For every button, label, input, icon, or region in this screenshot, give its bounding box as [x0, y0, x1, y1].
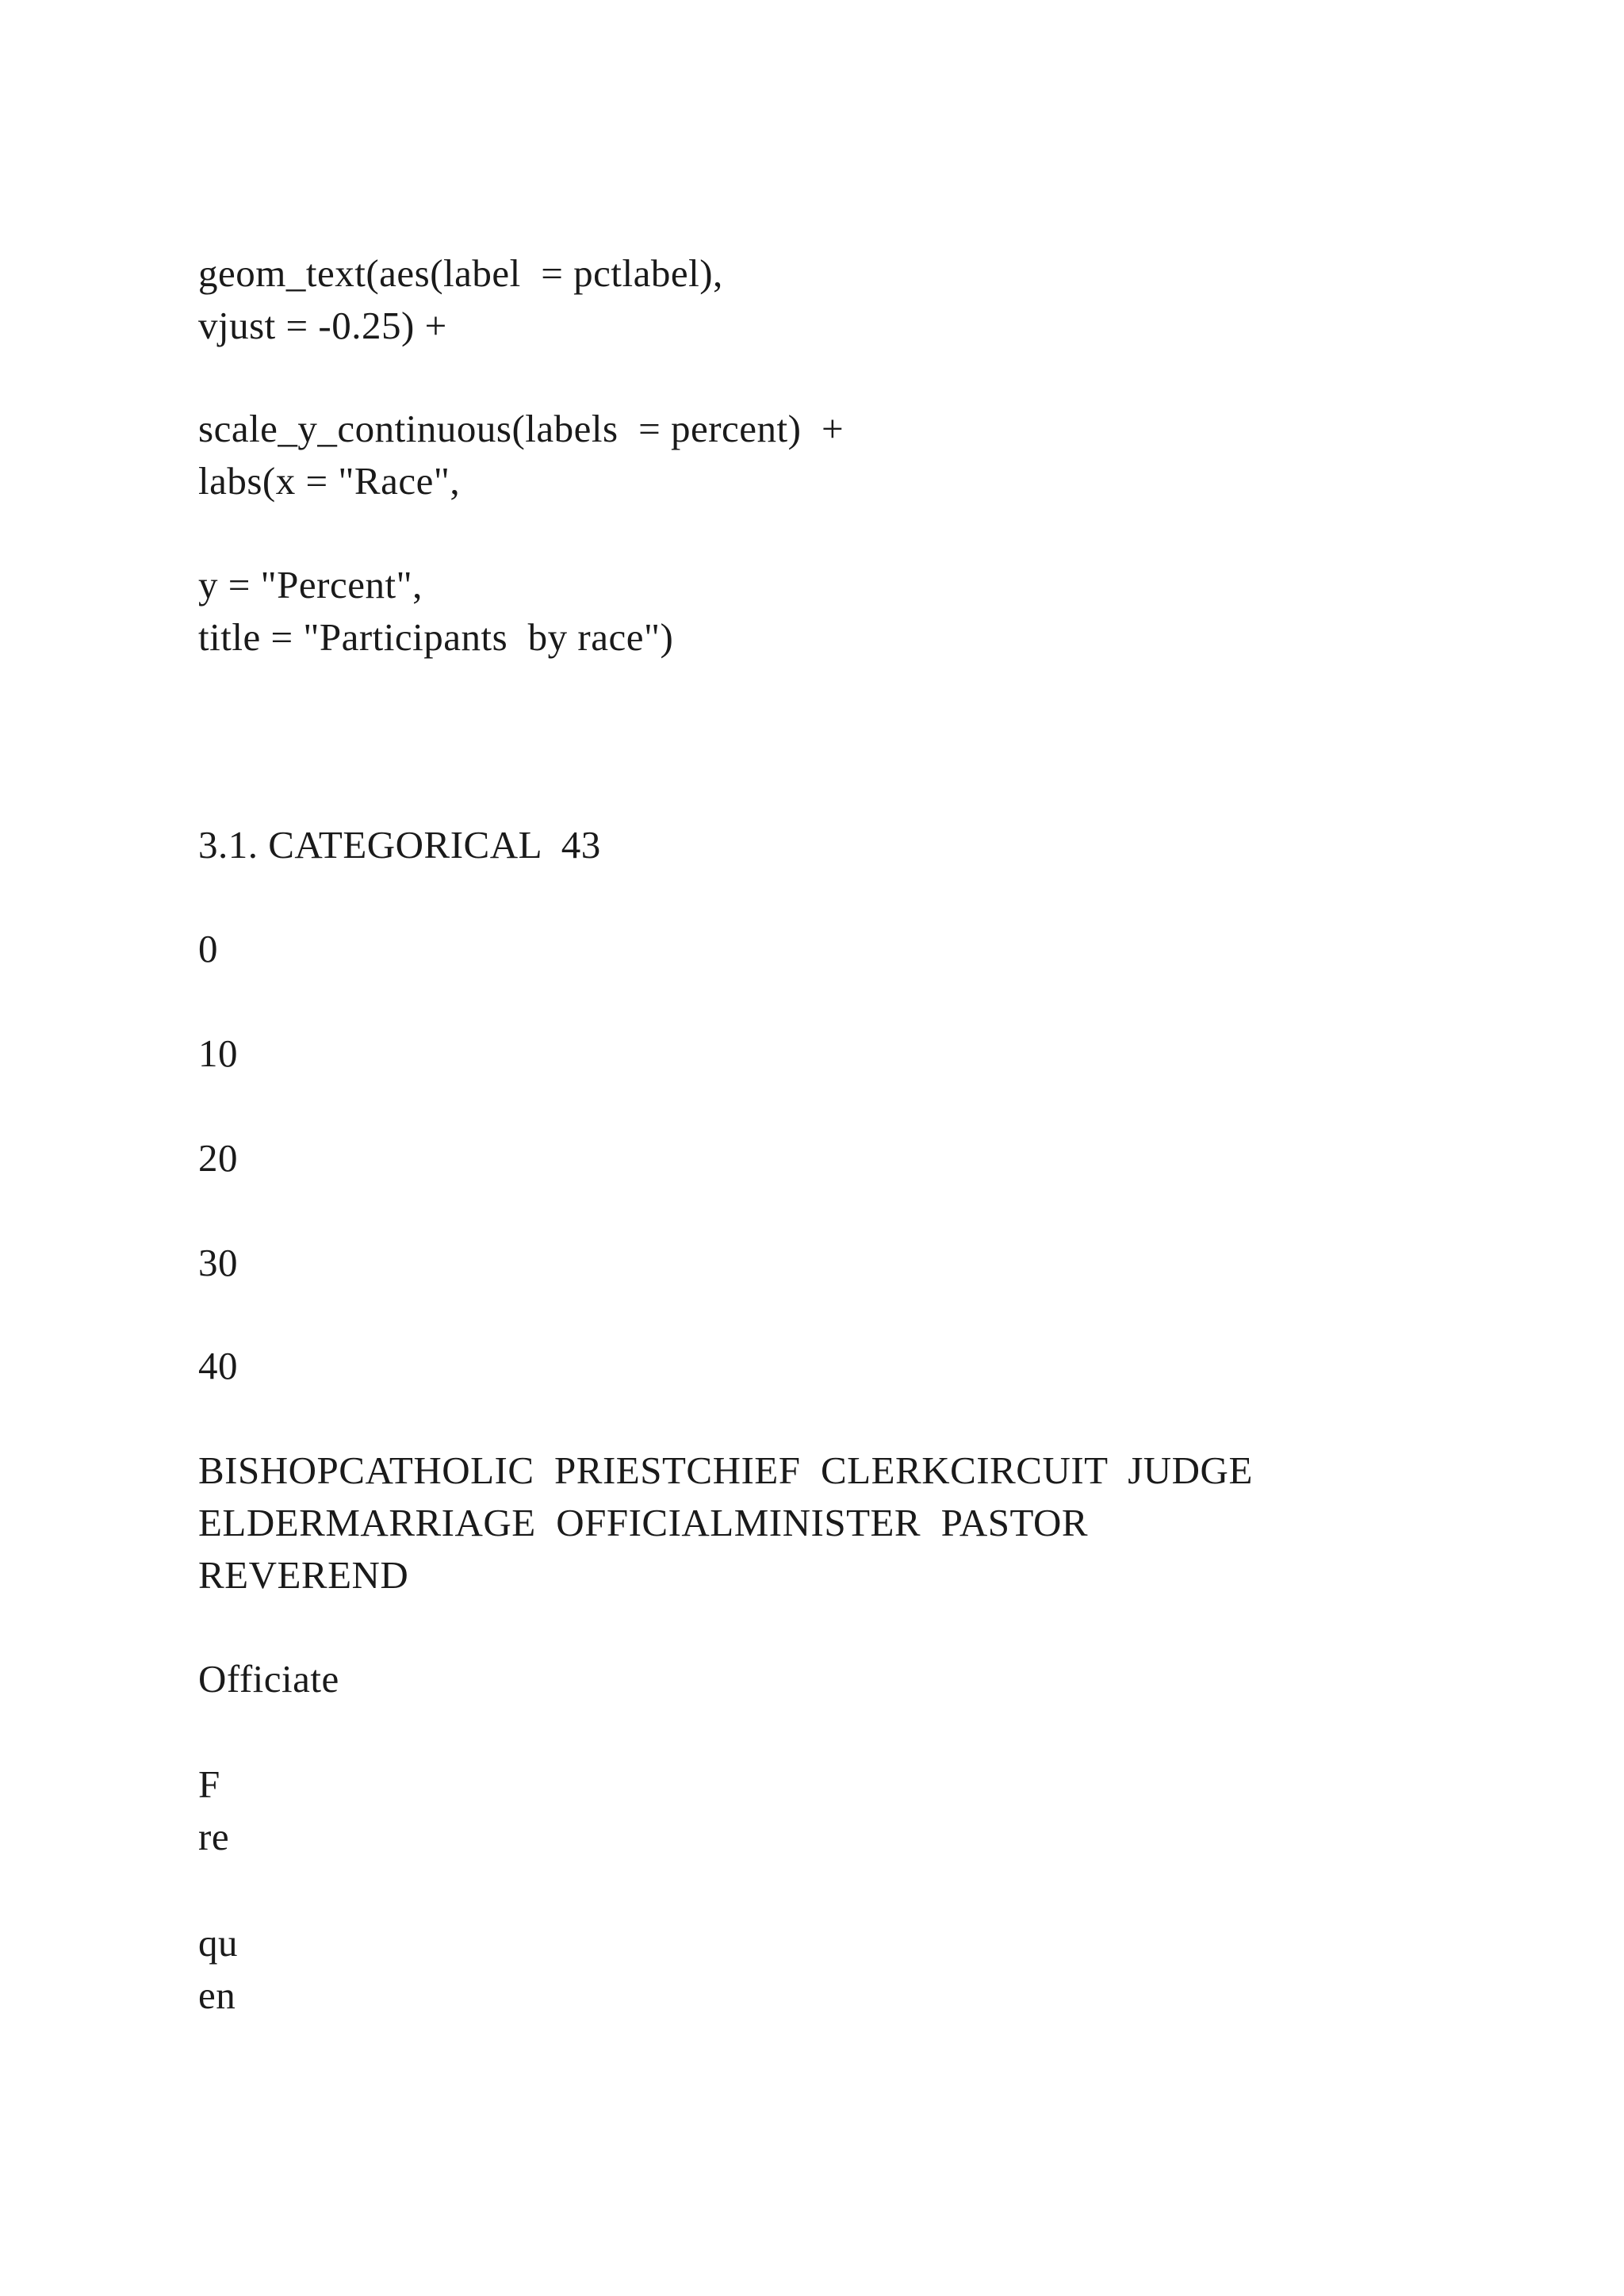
code-line-1: geom_text(aes(label = pctlabel), — [198, 251, 723, 295]
axis-tick: 0 — [198, 927, 218, 970]
category-labels-line-1: BISHOPCATHOLIC PRIESTCHIEF CLERKCIRCUIT JUDGE — [198, 1448, 1253, 1492]
section-heading: 3.1. CATEGORICAL 43 — [198, 823, 601, 867]
axis-tick: 10 — [198, 1031, 238, 1075]
axis-tick: 30 — [198, 1241, 238, 1284]
axis-tick: 20 — [198, 1136, 238, 1180]
category-labels-line-3: REVEREND — [198, 1553, 409, 1597]
x-axis-label: Officiate — [198, 1657, 339, 1701]
code-line-3: scale_y_continuous(labels = percent) + — [198, 407, 845, 450]
code-line-6: title = "Participants by race") — [198, 615, 674, 659]
code-line-5: y = "Percent", — [198, 563, 423, 607]
code-line-2: vjust = -0.25) + — [198, 304, 447, 347]
y-axis-label-fragment: qu — [198, 1921, 238, 1965]
y-axis-label-fragment: F — [198, 1762, 220, 1806]
category-labels-line-2: ELDERMARRIAGE OFFICIALMINISTER PASTOR — [198, 1501, 1089, 1544]
code-line-4: labs(x = "Race", — [198, 459, 461, 503]
y-axis-label-fragment: re — [198, 1815, 230, 1858]
y-axis-label-fragment: en — [198, 1973, 236, 2017]
axis-tick: 40 — [198, 1344, 238, 1387]
